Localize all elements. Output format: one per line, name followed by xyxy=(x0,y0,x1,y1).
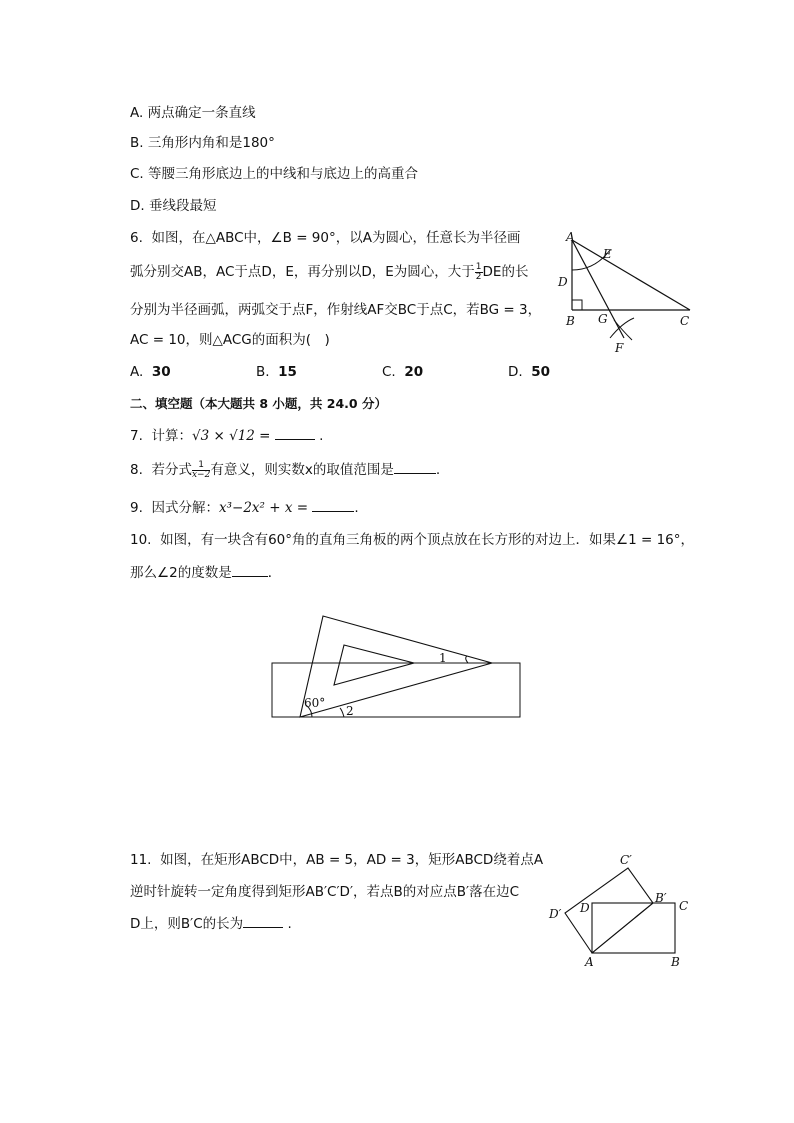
fraction-one-half xyxy=(475,263,483,282)
question-number: 10. xyxy=(130,532,152,548)
option-label: A. xyxy=(130,364,144,380)
q6-option-a xyxy=(130,362,171,382)
q6-line-3 xyxy=(130,300,541,320)
fraction-1-over-x-2 xyxy=(192,461,210,480)
sqrt-3: √3 xyxy=(191,428,210,444)
q11-figure xyxy=(545,848,705,973)
option-text: 垂线段最短 xyxy=(148,198,217,214)
q10-line-1 xyxy=(130,530,694,550)
segment-ac xyxy=(572,240,690,310)
question-text: 逆时针旋转一定角度得到矩形AB′C′D′，若点B的对应点B′落在边C xyxy=(130,884,520,900)
q10-figure xyxy=(268,612,528,722)
q7-line xyxy=(130,425,323,446)
option-label: A. xyxy=(130,105,144,121)
triangle-inner xyxy=(334,645,414,685)
question-text: 如图，有一块含有60°角的直角三角板的两个顶点放在长方形的对边上．如果∠1 = 16°， xyxy=(160,532,695,548)
q6-option-c xyxy=(382,362,423,382)
question-text: AC = 10，则△ACG的面积为( ) xyxy=(130,332,330,348)
q6-line-1 xyxy=(130,228,520,248)
sqrt-12: √12 xyxy=(229,428,255,444)
option-label: B. xyxy=(256,364,270,380)
label-e: E xyxy=(603,247,612,261)
option-text: 20 xyxy=(404,364,424,380)
option-text: 50 xyxy=(531,364,551,380)
answer-blank[interactable] xyxy=(312,497,354,512)
question-number: 7. xyxy=(130,428,143,444)
option-text: 两点确定一条直线 xyxy=(147,105,256,121)
label-d-prime: D′ xyxy=(549,907,562,921)
answer-blank[interactable] xyxy=(243,913,283,928)
q10-line-2 xyxy=(130,562,281,583)
question-number: 11. xyxy=(130,852,152,868)
option-label: B. xyxy=(130,135,144,151)
question-text: 那么∠2的度数是 xyxy=(130,565,232,581)
answer-blank[interactable] xyxy=(275,425,315,440)
expression: x³−2x² + x = xyxy=(218,500,309,516)
option-label: C. xyxy=(382,364,396,380)
label-g: G xyxy=(598,312,608,326)
option-text: 三角形内角和是180° xyxy=(147,135,275,151)
option-label: D. xyxy=(130,198,145,214)
answer-blank[interactable] xyxy=(394,459,436,474)
option-text: 30 xyxy=(151,364,171,380)
fraction-denominator: 2 xyxy=(475,271,482,282)
label-c: C xyxy=(680,314,690,328)
option-label: D. xyxy=(508,364,523,380)
q9-line xyxy=(130,497,359,518)
q5-option-d xyxy=(130,196,216,216)
question-number: 8. xyxy=(130,462,143,478)
label-c: C xyxy=(679,899,689,913)
label-angle-2: 2 xyxy=(346,704,354,718)
label-angle-1: 1 xyxy=(439,651,447,665)
option-text: 15 xyxy=(278,364,297,380)
q6-line-4 xyxy=(130,330,330,350)
q6-figure xyxy=(550,228,700,358)
triangle-outer xyxy=(300,616,492,717)
question-number: 9. xyxy=(130,500,143,516)
punctuation: . xyxy=(287,916,292,932)
equals-sign: = xyxy=(259,428,271,444)
fraction-denominator: x−2 xyxy=(191,469,211,480)
question-text: 有意义，则实数x的取值范围是 xyxy=(210,462,394,478)
question-text: 弧分别交AB，AC于点D，E，再分别以D，E为圆心，大于 xyxy=(130,264,475,280)
fraction-numerator: 1 xyxy=(192,461,210,471)
label-a: A xyxy=(566,230,575,244)
label-a: A xyxy=(585,955,594,969)
right-angle-mark xyxy=(572,300,582,310)
label-b-prime: B′ xyxy=(655,891,667,905)
question-text: 若分式 xyxy=(151,462,192,478)
q8-line xyxy=(130,459,440,480)
question-text: 如图，在矩形ABCD中，AB = 5，AD = 3，矩形ABCD绕着点A xyxy=(160,852,544,868)
segment-ab-prime xyxy=(592,903,653,953)
question-text: 如图，在△ABC中，∠B = 90°，以A为圆心，任意长为半径画 xyxy=(151,230,521,246)
label-d: D xyxy=(558,275,568,289)
punctuation: . xyxy=(319,428,324,444)
q6-option-d xyxy=(508,362,550,382)
rectangle-abcd xyxy=(592,903,675,953)
q11-line-1 xyxy=(130,850,543,870)
question-text: 分别为半径画弧，两弧交于点F，作射线AF交BC于点C，若BG = 3， xyxy=(130,302,542,318)
label-60-degrees: 60° xyxy=(304,696,326,710)
label-d: D xyxy=(580,901,590,915)
section-title: 二、填空题（本大题共 8 小题，共 24.0 分） xyxy=(130,396,387,411)
question-text: 计算： xyxy=(151,428,192,444)
question-text: 因式分解： xyxy=(151,500,219,516)
q5-option-b xyxy=(130,133,275,153)
punctuation: . xyxy=(354,500,359,516)
label-c-prime: C′ xyxy=(620,853,632,867)
rectangle-ab-c-d-prime xyxy=(565,868,653,953)
label-b: B xyxy=(671,955,680,969)
punctuation: ． xyxy=(267,565,282,581)
question-text: D上，则B′C的长为 xyxy=(130,916,244,932)
option-text: 等腰三角形底边上的中线和与底边上的高重合 xyxy=(148,166,419,182)
arc-angle-1 xyxy=(466,656,468,663)
q11-line-2 xyxy=(130,882,519,902)
fraction-numerator: 1 xyxy=(475,261,482,272)
label-b: B xyxy=(566,314,575,328)
question-number: 6. xyxy=(130,230,143,246)
arc-angle-2 xyxy=(340,708,344,717)
times-sign: × xyxy=(213,428,225,444)
q5-option-c xyxy=(130,164,418,184)
option-label: C. xyxy=(130,166,144,182)
q6-option-b xyxy=(256,362,297,382)
answer-blank[interactable] xyxy=(232,562,268,577)
q11-line-3 xyxy=(130,913,292,934)
punctuation: . xyxy=(435,462,441,478)
question-text: DE的长 xyxy=(482,264,529,280)
label-f: F xyxy=(615,341,624,355)
q6-line-2 xyxy=(130,262,528,282)
q5-option-a xyxy=(130,103,256,123)
